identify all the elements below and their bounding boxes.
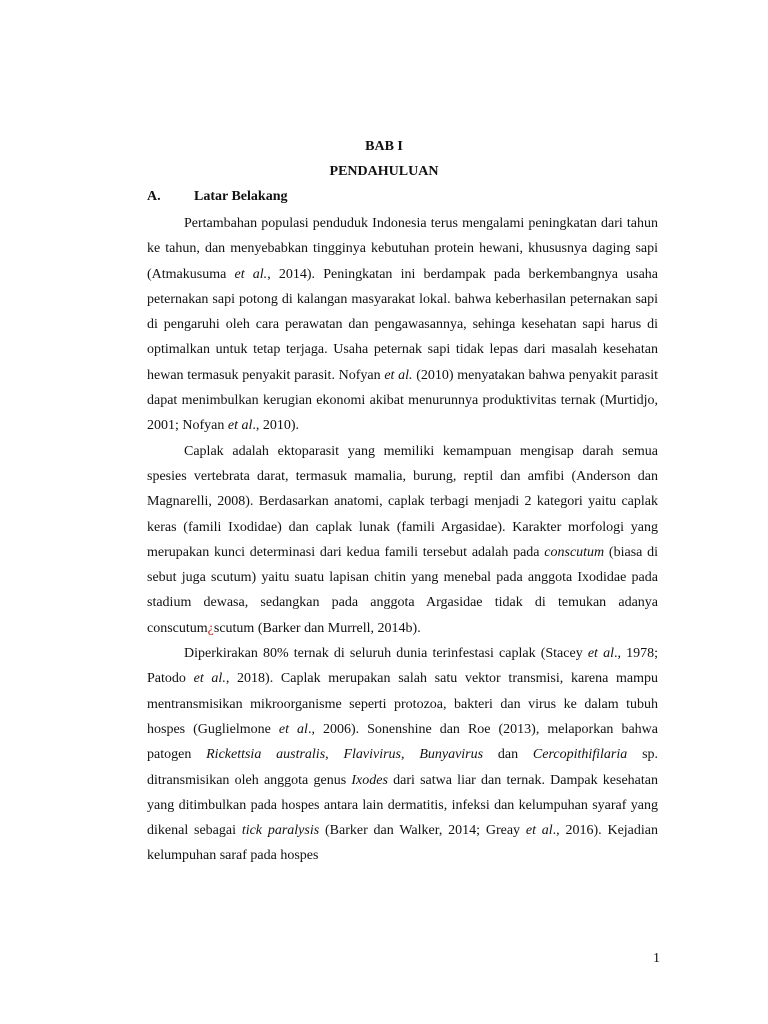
text-run: scutum (Barker dan Murrell, 2014b). — [213, 620, 421, 636]
italic-text: et al., — [193, 671, 230, 687]
text-run: , 2014). Peningkatan ini berdampak pada berkembangnya usaha peternakan sapi potong di kalangan masyarakat lokal. bahwa keberhasilan peternakan sapi di pengaruhi oleh cara perawatan dan pengawasannya, sehinga kesehatan sapi harus di optimalkan untuk tetap terjaga. Usaha peternak sapi tidak lepas dari masalah kesehatan hewan termasuk penyakit parasit. Nofyan — [147, 266, 658, 383]
text-run: , — [325, 747, 344, 763]
text-run: ., 2016). Kejadian kelumpuhan saraf pada hospes — [147, 823, 658, 864]
text-run: sp. ditransmisikan oleh anggota genus — [147, 747, 659, 788]
italic-text: et al — [587, 646, 614, 662]
text-run: ., 2006). Sonenshine dan Roe (2013), melaporkan bahwa patogen — [147, 721, 658, 763]
italic-text: et al. — [234, 266, 268, 282]
italic-text: Ixodes — [351, 772, 388, 788]
page-number: 1 — [653, 951, 660, 966]
paragraph — [147, 641, 658, 869]
italic-text: Flavivirus — [343, 747, 401, 763]
italic-text: et al — [227, 418, 253, 434]
text-run: Pertambahan populasi penduduk Indonesia terus mengalami peningkatan dari tahun ke tahun, dan menyebabkan tingginya kebutuhan protein hewani, khususnya daging sapi (Atmakusuma — [147, 216, 658, 282]
text-run: Caplak adalah ektoparasit yang memiliki kemampuan mengisap darah semua spesies vertebrata darat, termasuk mamalia, burung, reptil dan amfibi (Anderson dan Magnarelli, 2008). Berdasarkan anatomi, caplak terbagi menjadi 2 kategori yaitu caplak keras (famili Ixodidae) dan caplak lunak (famili Argasidae). Karakter morfologi yang merupakan kunci determinasi dari kedua famili tersebut adalah pada — [147, 443, 658, 560]
text-run: ., 2010). — [252, 418, 300, 434]
italic-text: tick paralysis — [241, 823, 320, 839]
body-text — [147, 211, 658, 869]
chapter-heading: PENDAHULUAN — [329, 164, 439, 179]
text-run: dan — [483, 747, 533, 763]
paragraph — [147, 211, 658, 439]
italic-text: Bunyavirus — [419, 747, 484, 763]
italic-text: et al — [525, 823, 553, 839]
italic-text: Cercopithifilaria — [532, 747, 628, 763]
italic-text: conscutum — [544, 544, 605, 560]
text-run: (biasa di sebut juga scutum) yaitu suatu lapisan chitin yang menebal pada anggota Ixodidae pada stadium dewasa, sedangkan pada anggota Argasidae tidak di temukan adanya conscutum — [147, 544, 658, 636]
section-heading — [147, 189, 287, 205]
text-run: (2010) menyatakan bahwa penyakit parasit dapat menimbulkan kerugian ekonomi akibat menurunnya produktivitas ternak (Murtidjo, 2001; Nofyan — [147, 367, 658, 434]
text-run: , — [401, 747, 420, 763]
italic-text: Rickettsia australis — [206, 747, 326, 763]
italic-text: et al. — [384, 367, 413, 383]
section-letter: A. — [147, 189, 161, 204]
text-run: dari satwa liar dan ternak. Dampak kesehatan yang ditimbulkan pada hospes antara lain dermatitis, infeksi dan kelumpuhan syaraf yang dikenal sebagai — [147, 772, 658, 839]
chapter-label: BAB I — [365, 139, 403, 154]
text-run: Diperkirakan 80% ternak di seluruh dunia terinfestasi caplak (Stacey — [184, 646, 588, 662]
marker-glyph: ¿ — [207, 620, 214, 636]
text-run: 2018). Caplak merupakan salah satu vektor transmisi, karena mampu mentransmisikan mikroorganisme seperti protozoa, bakteri dan virus ke dalam tubuh hospes (Guglielmone — [147, 671, 658, 737]
text-run: ., 1978; Patodo — [147, 646, 659, 687]
section-title: Latar Belakang — [194, 189, 288, 204]
text-run: (Barker dan Walker, 2014; Greay — [319, 823, 526, 839]
paragraph — [147, 439, 658, 641]
italic-text: et al — [278, 721, 308, 737]
